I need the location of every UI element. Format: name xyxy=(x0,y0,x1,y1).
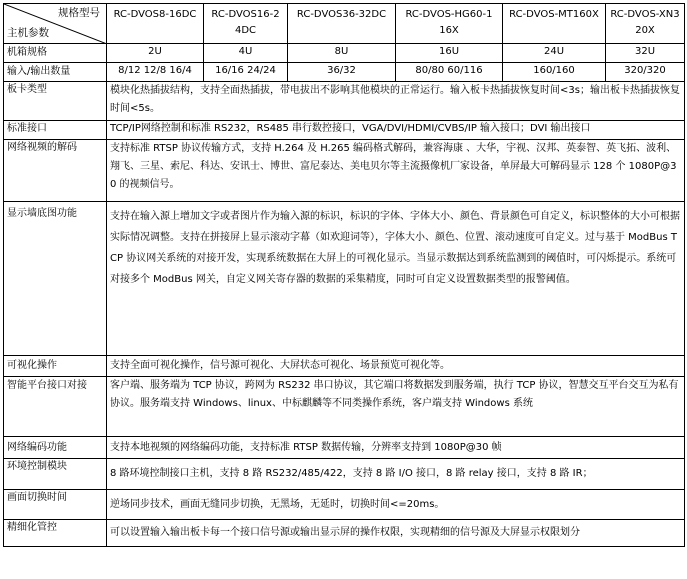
row-description: 支持本地视频的网络编码功能，支持标准 RTSP 数据传输，分辨率支持到 1080P@30 帧 xyxy=(107,437,685,459)
model-header-cell xyxy=(606,4,685,44)
chassis-value: 4U xyxy=(204,44,288,63)
row-description: 客户端、服务端为 TCP 协议，跨网为 RS232 串口协议，其它端口将数据发到服务端，执行 TCP 协议，智慧交互平台交互为私有协议。服务端支持 Windows、linux、中标麒麟等不同类操作系统，客户端支持 Windows 系统 xyxy=(107,377,685,437)
corner-bottom-label: 主机参数 xyxy=(7,27,49,39)
row-description: 可以设置输入输出板卡每一个接口信号源或输出显示屏的操作权限，实现精细的信号源及大屏显示权限划分 xyxy=(107,520,685,547)
row-description: 模块化热插拔结构，支持全面热插拔，带电拔出不影响其他模块的正常运行。输入板卡热插拔恢复时间<3s；输出板卡热插拔恢复时间<5s。 xyxy=(107,82,685,121)
io-value: 320/320 xyxy=(606,63,685,82)
smart-platform-row xyxy=(4,377,685,437)
network-decode-row xyxy=(4,140,685,202)
io-value: 36/32 xyxy=(288,63,396,82)
io-value: 8/12 12/8 16/4 xyxy=(107,63,204,82)
row-label: 精细化管控 xyxy=(4,520,107,547)
model-header-cell xyxy=(288,4,396,44)
chassis-value: 8U xyxy=(288,44,396,63)
row-description: 支持标准 RTSP 协议传输方式，支持 H.264 及 H.265 编码格式解码，兼容海康 、大华，宇视、汉邦、英泰智、英飞拓、波利、翔飞、三星、索尼、科达、安讯士、博世、富尼泰达、美电贝尔等主流摄像机厂家设备，单屏最大可解码显示 128 个 1080P@30 的视频信号。 xyxy=(107,140,685,202)
switch-time-row xyxy=(4,490,685,520)
spec-table xyxy=(3,3,685,547)
board-type-row xyxy=(4,82,685,121)
model-name-cont: 16X xyxy=(439,25,459,36)
env-control-row xyxy=(4,459,685,490)
corner-top-label: 规格型号 xyxy=(58,7,100,19)
row-label: 标准接口 xyxy=(4,121,107,140)
io-row xyxy=(4,63,685,82)
model-name: RC-DVOS36-32DC xyxy=(296,9,387,20)
model-header-cell xyxy=(396,4,503,44)
row-description: 8 路环境控制接口主机，支持 8 路 RS232/485/422，支持 8 路 I/O 接口，8 路 relay 接口，支持 8 路 IR； xyxy=(107,459,685,490)
model-name: RC-DVOS-MT160X xyxy=(509,9,599,20)
row-label: 显示墙底图功能 xyxy=(4,202,107,356)
model-name-cont: 20X xyxy=(635,25,655,36)
row-description: 支持在输入源上增加文字或者图片作为输入源的标识，标识的字体、字体大小、颜色、背景颜色可自定义，标识整体的大小可根据实际情况调整。支持在拼接屏上显示滚动字幕（如欢迎词等），字体大小、颜色、位置、滚动速度可自定义。过与基于 ModBus TCP 协议网关系统的对接开发，实现系统数据在大屏上的可视化显示。当显示数据达到系统监测到的阈值时，可闪烁提示。系统可对接多个 ModBus 网关，自定义网关寄存器的数据的采集精度，同时可自定义设置数据类型的报警阈值。 xyxy=(107,202,685,356)
chassis-value: 16U xyxy=(396,44,503,63)
row-description: 逆场同步技术，画面无缝同步切换，无黑场，无延时，切换时间<=20ms。 xyxy=(107,490,685,520)
row-label: 可视化操作 xyxy=(4,356,107,377)
row-label: 智能平台接口对接 xyxy=(4,377,107,437)
chassis-value: 32U xyxy=(606,44,685,63)
row-description: 支持全面可视化操作，信号源可视化、大屏状态可视化、场景预览可视化等。 xyxy=(107,356,685,377)
row-label: 画面切换时间 xyxy=(4,490,107,520)
model-name: RC-DVOS-XN3 xyxy=(610,9,680,20)
io-value: 80/80 60/116 xyxy=(396,63,503,82)
visual-ops-row xyxy=(4,356,685,377)
corner-header-cell xyxy=(4,4,107,44)
row-label: 输入/输出数量 xyxy=(4,63,107,82)
row-label: 板卡类型 xyxy=(4,82,107,121)
row-label: 网络视频的解码 xyxy=(4,140,107,202)
chassis-value: 24U xyxy=(503,44,606,63)
row-label: 网络编码功能 xyxy=(4,437,107,459)
model-header-cell xyxy=(107,4,204,44)
io-value: 160/160 xyxy=(503,63,606,82)
model-header-row xyxy=(4,4,685,44)
io-value: 16/16 24/24 xyxy=(204,63,288,82)
row-description: TCP/IP网络控制和标准 RS232，RS485 串行数控接口，VGA/DVI/HDMI/CVBS/IP 输入接口；DVI 输出接口 xyxy=(107,121,685,140)
interface-row xyxy=(4,121,685,140)
fine-control-row xyxy=(4,520,685,547)
row-label: 环境控制模块 xyxy=(4,459,107,490)
model-name: RC-DVOS8-16DC xyxy=(113,9,197,20)
chassis-value: 2U xyxy=(107,44,204,63)
chassis-row xyxy=(4,44,685,63)
model-name-cont: 4DC xyxy=(234,25,257,36)
row-label: 机箱规格 xyxy=(4,44,107,63)
model-header-cell xyxy=(503,4,606,44)
model-name: RC-DVOS16-2 xyxy=(211,9,280,20)
network-encode-row xyxy=(4,437,685,459)
model-name: RC-DVOS-HG60-1 xyxy=(405,9,493,20)
model-header-cell xyxy=(204,4,288,44)
wall-base-row xyxy=(4,202,685,356)
